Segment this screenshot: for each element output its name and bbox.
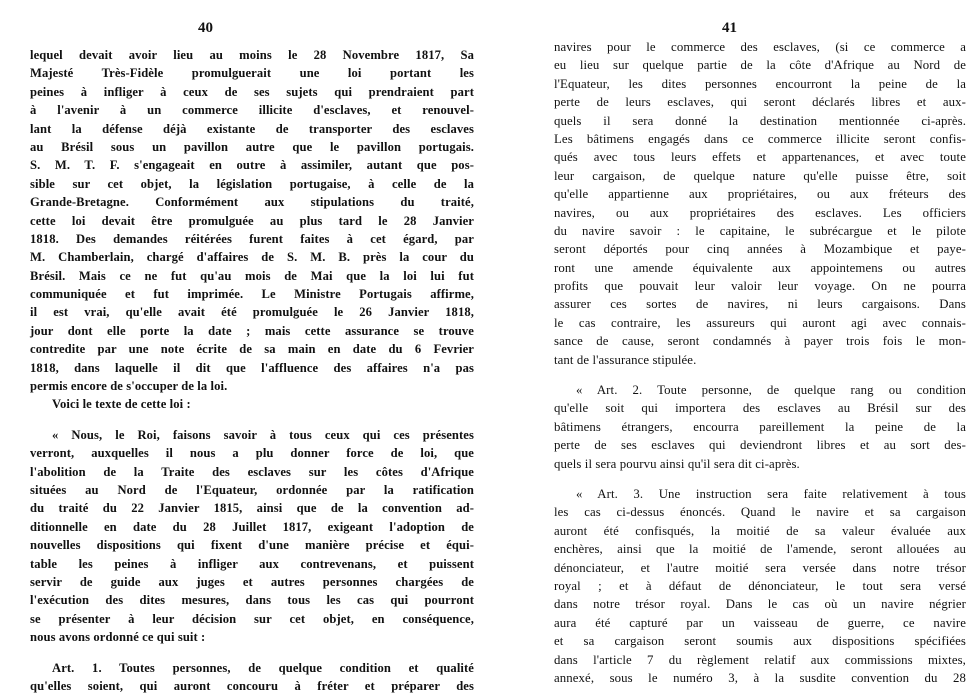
paragraph-gap (30, 647, 474, 659)
text-line: « Art. 2. Toute personne, de quelque rang ou condition (576, 383, 966, 398)
text-line: M. Chamberlain, chargé d'affaires de S. M. B. près la cour du (30, 250, 474, 265)
text-line: leur cargaison, de quelque nature qu'elle puisse être, soit (554, 168, 966, 183)
text-line: auront été confisqués, la moitié de sa valeur évaluée aux (554, 523, 966, 538)
text-line: profits que pouvait leur valoir leur voyage. On ne pourra (554, 279, 966, 294)
text-line: Art. 1. Toutes personnes, de quelque condition et qualité (52, 660, 474, 675)
right-page (490, 0, 980, 685)
text-line: table les peines à infliger aux contrevenans, et puissent (30, 556, 474, 571)
text-line: qu'elle soit qui importera des esclaves au Brésil sur des (554, 401, 966, 416)
text-line: Majesté Très-Fidèle promulguerait une loi portant les (30, 66, 474, 81)
text-line: au Brésil sous un pavillon autre que le pavillon portugais. (30, 139, 474, 154)
text-line: assurer ces sortes de navires, ni leurs cargaisons. Dans (554, 297, 966, 312)
text-line: dans notre trésor royal. Dans le cas où un navire négrier (554, 597, 966, 612)
text-line: lant la défense déjà existante de transporter des esclaves (30, 121, 474, 136)
text-line: situées au Nord de l'Equateur, ordonnée par la ratification (30, 482, 474, 497)
text-line: communiquée et fut imprimée. Le Ministre Portugais affirme, (30, 287, 474, 302)
text-line: Les bâtimens engagés dans ce commerce illicite seront confis- (554, 131, 966, 146)
paragraph-gap (554, 369, 966, 381)
text-line: enchères, ainsi que la moitié de l'amende, seront allouées au (554, 542, 966, 557)
text-line: à l'avenir à un commerce illicite d'esclaves, et renouvel- (30, 103, 474, 118)
text-line: se présenter à leur décision sur cet objet, en conséquence, (30, 611, 474, 626)
page-number: 41 (722, 20, 737, 36)
text-line: jour dont elle porte la date ; mais cette assurance se trouve (30, 323, 474, 338)
text-line: le cas contraire, les assureurs qui auront agi avec connais- (554, 315, 966, 330)
paragraph-gap (30, 414, 474, 426)
text-line: 1818, dans laquelle il dit que l'affluence des affaires n'a pas (30, 360, 474, 375)
text-line: « Art. 3. Une instruction sera faite relativement à tous (576, 486, 966, 501)
text-line: l'exécution des dites mesures, dans tous les cas qui pourront (30, 593, 474, 608)
left-page (0, 0, 490, 693)
text-line: perte de ses esclaves qui deviendront libres et au sort des- (554, 438, 966, 453)
text-line: annexé, sous le numéro 3, à la susdite convention du 28 (554, 670, 966, 685)
text-line: les cas ci-dessus énoncés. Quand le navire et sa cargaison (554, 505, 966, 520)
text-line: quels il sera pourvu ainsi qu'il sera dit ci-après. (554, 456, 800, 471)
text-line: qu'elle appartienne aux propriétaires, ou aux fréteurs des (554, 187, 966, 202)
text-line: S. M. T. F. s'engageait en outre à assimiler, autant que pos- (30, 158, 474, 173)
text-line: nouvelles dispositions qui fixent d'une manière précise et équi- (30, 538, 474, 553)
text-line: cette loi devait être promulguée au plus tard le 28 Janvier (30, 213, 474, 228)
text-line: bâtimens étrangers, encourra pareillement la peine de la (554, 419, 966, 434)
text-line: perte de leurs esclaves, qui seront déclarés libres et aux- (554, 95, 966, 110)
text-line: du traité du 22 Janvier 1815, ainsi que de la convention ad- (30, 501, 474, 516)
text-line: du navire savoir : le capitaine, le subrécargue et le pilote (554, 223, 966, 238)
text-line: qu'elles soient, qui auront concouru à fréter et préparer des (30, 678, 474, 693)
text-line: royal ; et à défaut de dénonciateur, le tout sera versé (554, 578, 966, 593)
text-line: sance de cause, seront condamnés à payer trois fois le mon- (554, 334, 966, 349)
text-line: quels il sera donné la destination mentionnée ci-après. (554, 113, 966, 128)
text-line: l'abolition de la Traite des esclaves sur les côtes d'Afrique (30, 464, 474, 479)
page-text (554, 38, 966, 687)
text-line: seront déportés pour cinq années à Mozambique et paye- (554, 242, 966, 257)
page-text (30, 46, 474, 695)
text-line: ditionnelle en date du 28 Juillet 1817, exigeant l'adoption de (30, 519, 474, 534)
text-line: contredite par une note écrite de sa main en date du 6 Fevrier (30, 342, 474, 357)
text-line: Voici le texte de cette loi : (52, 397, 191, 412)
text-line: eu lieu sur quelque partie de la côte d'Afrique au Nord de (554, 58, 966, 73)
text-line: l'Equateur, les dites personnes encourront la peine de la (554, 76, 966, 91)
text-line: navires, ou aux propriétaires des esclaves. Les officiers (554, 205, 966, 220)
text-line: ront une amende équivalente aux appointemens ou autres (554, 260, 966, 275)
text-line: nous avons ordonné ce qui suit : (30, 630, 206, 645)
text-line: navires pour le commerce des esclaves, (si ce commerce a (554, 40, 966, 54)
text-line: qués avec tous leurs effets et appartenances, et avec toute (554, 150, 966, 165)
text-line: et sa cargaison seront soumis aux dispositions spécifiées (554, 634, 966, 649)
text-line: aura été capturé par un vaisseau de guerre, ce navire (554, 615, 966, 630)
page-number: 40 (198, 20, 213, 36)
text-line: « Nous, le Roi, faisons savoir à tous ceux qui ces présentes (52, 427, 474, 442)
text-line: servir de guide aux juges et autres personnes chargées de (30, 574, 474, 589)
text-line: 1818. Des demandes réitérées furent faites à cet égard, par (30, 231, 474, 246)
text-line: permis encore de s'occuper de la loi. (30, 379, 228, 394)
text-line: dénonciateur, et l'autre moitié sera versée dans notre trésor (554, 560, 966, 575)
text-line: tant de l'assurance stipulée. (554, 352, 697, 367)
text-line: il est vrai, qu'elle avait été promulguée le 26 Janvier 1818, (30, 305, 474, 320)
text-line: dans l'article 7 du règlement relatif aux commissions mixtes, (554, 652, 966, 667)
text-line: Grande-Bretagne. Conformément aux stipulations du traité, (30, 195, 474, 210)
text-line: Brésil. Mais ce ne fut qu'au mois de Mai que la loi lui fut (30, 268, 474, 283)
text-line: lequel devait avoir lieu au moins le 28 Novembre 1817, Sa (30, 48, 474, 62)
text-line: verront, auxquelles il nous a plu donner force de loi, que (30, 446, 474, 461)
text-line: sible sur cet objet, la législation portugaise, à celle de la (30, 176, 474, 191)
text-line: peines à infliger à ceux de ses sujets qui prendraient part (30, 84, 474, 99)
paragraph-gap (554, 473, 966, 485)
